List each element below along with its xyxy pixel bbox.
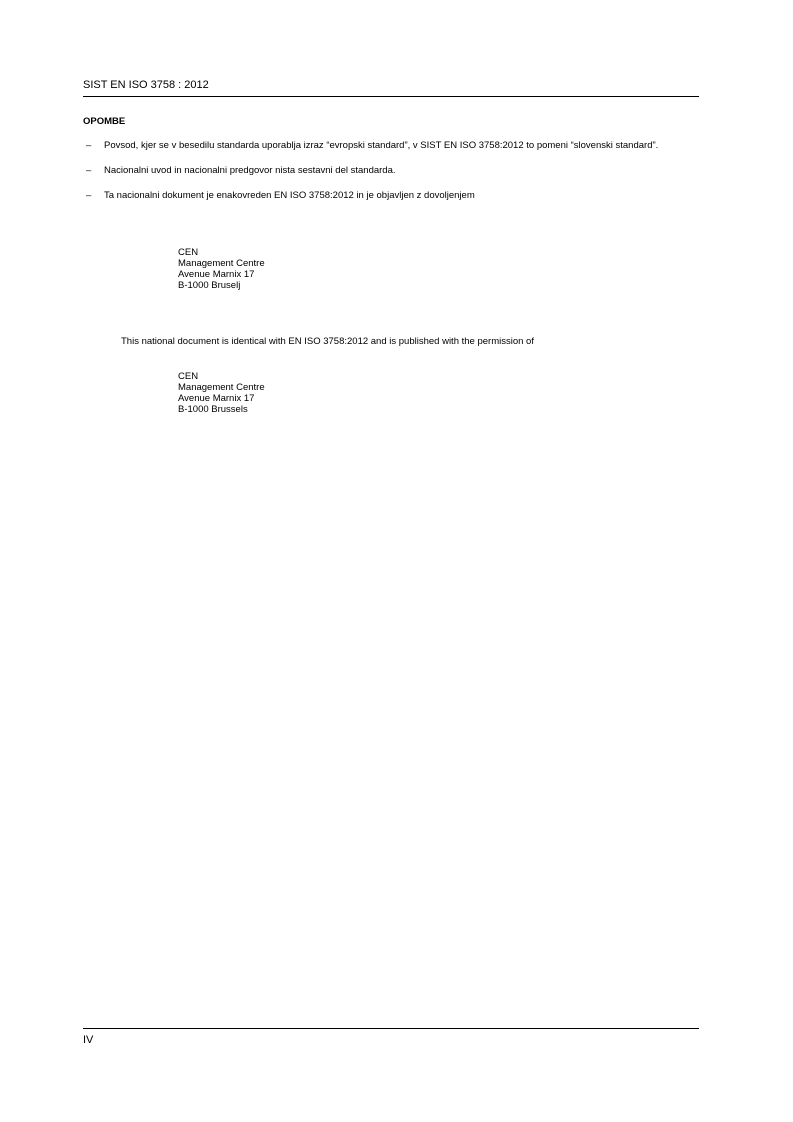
note-item xyxy=(83,190,699,202)
dash-bullet: – xyxy=(86,140,92,151)
notes-list xyxy=(83,140,699,202)
address-line: CEN xyxy=(178,371,199,382)
page-header xyxy=(83,77,699,97)
document-id: SIST EN ISO 3758 : 2012 xyxy=(83,79,209,91)
note-item xyxy=(83,165,699,177)
note-text: Povsod, kjer se v besedilu standarda uporablja izraz “evropski standard”, v SIST EN ISO 3758:2012 to pomeni “slovenski standard”. xyxy=(104,140,659,151)
cen-address-slovenian xyxy=(178,247,265,291)
address-line: Avenue Marnix 17 xyxy=(178,269,255,280)
note-text: Nacionalni uvod in nacionalni predgovor nista sestavni del standarda. xyxy=(104,165,396,176)
dash-bullet: – xyxy=(86,190,92,201)
note-item xyxy=(83,140,699,152)
address-line: Avenue Marnix 17 xyxy=(178,393,255,404)
address-line: B-1000 Bruselj xyxy=(178,280,241,291)
section-title: OPOMBE xyxy=(83,116,126,127)
page-number: IV xyxy=(83,1034,94,1046)
note-text: Ta nacionalni dokument je enakovreden EN ISO 3758:2012 in je objavljen z dovoljenjem xyxy=(104,190,475,201)
address-line: Management Centre xyxy=(178,382,265,393)
address-line: B-1000 Brussels xyxy=(178,404,248,415)
english-note: This national document is identical with EN ISO 3758:2012 and is published with the permission of xyxy=(121,336,534,347)
page-footer xyxy=(83,1028,699,1046)
cen-address-english xyxy=(178,371,265,415)
dash-bullet: – xyxy=(86,165,92,176)
address-line: CEN xyxy=(178,247,199,258)
address-line: Management Centre xyxy=(178,258,265,269)
